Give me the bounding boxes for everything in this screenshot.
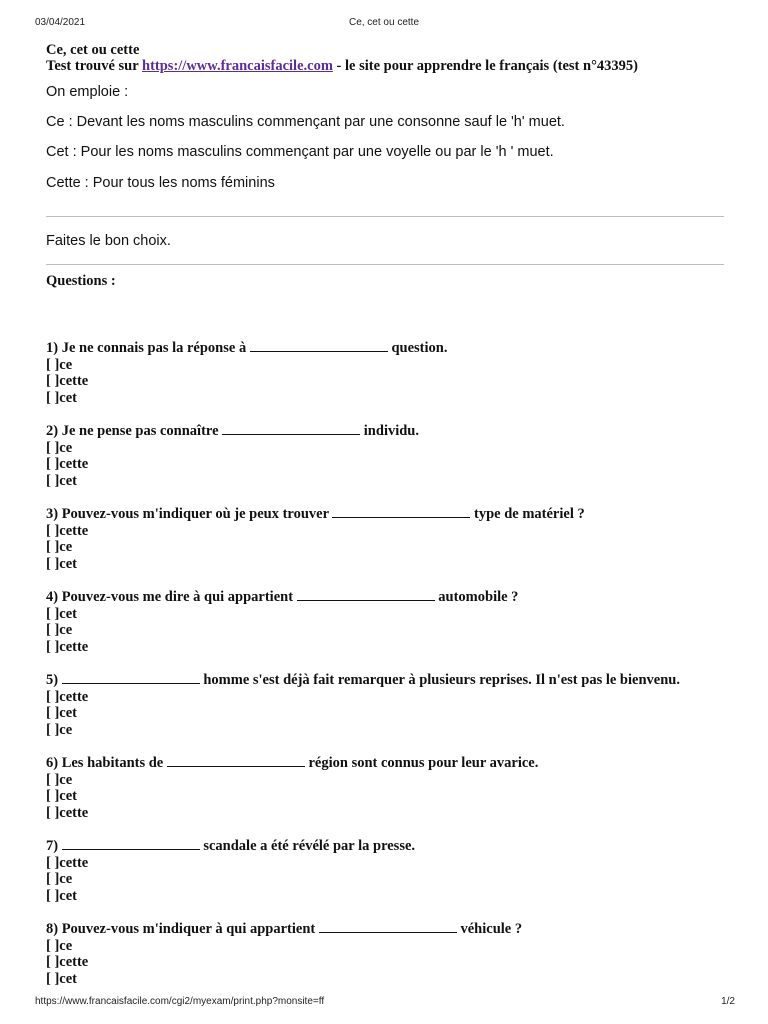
option-checkbox[interactable]: [ ]cette xyxy=(46,804,89,821)
rule-cet: Cet : Pour les noms masculins commençant par une voyelle ou par le 'h ' muet. xyxy=(46,144,554,160)
option-checkbox[interactable]: [ ]ce xyxy=(46,771,73,788)
footer-page-number: 1/2 xyxy=(721,996,735,1007)
option-checkbox[interactable]: [ ]ce xyxy=(46,356,73,373)
question-5-after: homme s'est déjà fait remarquer à plusieurs reprises. Il n'est pas le bienvenu. xyxy=(199,672,680,688)
question-8-after: véhicule ? xyxy=(456,921,523,937)
option-checkbox[interactable]: [ ]cette xyxy=(46,954,89,970)
question-7-after: scandale a été révélé par la presse. xyxy=(199,838,416,854)
question-2-after: individu. xyxy=(360,423,419,439)
question-1 xyxy=(46,339,746,406)
option-checkbox[interactable]: [ ]ce xyxy=(46,439,73,456)
option-checkbox[interactable]: [ ]cette xyxy=(46,688,89,705)
option-checkbox[interactable]: [ ]cette xyxy=(46,373,89,389)
question-2 xyxy=(46,422,746,489)
option-checkbox[interactable]: [ ]cet xyxy=(46,605,77,622)
answer-blank xyxy=(319,920,457,933)
question-6 xyxy=(46,754,746,821)
question-3-after: type de matériel ? xyxy=(470,506,585,522)
option-checkbox[interactable]: [ ]cette xyxy=(46,522,89,539)
question-7-before: 7) xyxy=(46,838,62,854)
rule-cette: Cette : Pour tous les noms féminins xyxy=(46,175,275,191)
question-7 xyxy=(46,837,746,904)
option-checkbox[interactable]: [ ]cet xyxy=(46,555,77,572)
option-checkbox[interactable]: [ ]cet xyxy=(46,788,77,804)
option-checkbox[interactable]: [ ]cette xyxy=(46,456,89,472)
option-checkbox[interactable]: [ ]cet xyxy=(46,389,77,406)
answer-blank xyxy=(250,339,388,352)
option-checkbox[interactable]: [ ]cette xyxy=(46,638,89,655)
questions-list xyxy=(46,339,746,987)
divider-2 xyxy=(46,264,724,265)
intro-title: Ce, cet ou cette xyxy=(46,42,140,58)
answer-blank xyxy=(297,588,435,601)
rule-ce: Ce : Devant les noms masculins commençant par une consonne sauf le 'h' muet. xyxy=(46,114,565,130)
intro-found-prefix: Test trouvé sur xyxy=(46,58,143,74)
header-title: Ce, cet ou cette xyxy=(348,17,420,28)
question-4-before: 4) Pouvez-vous me dire à qui appartient xyxy=(46,589,297,605)
document-content xyxy=(46,42,726,192)
rules-heading: On emploie : xyxy=(46,84,129,100)
option-checkbox[interactable]: [ ]ce xyxy=(46,539,73,555)
question-3-before: 3) Pouvez-vous m'indiquer où je peux trouver xyxy=(46,506,333,522)
question-5-before: 5) xyxy=(46,672,62,688)
option-checkbox[interactable]: [ ]ce xyxy=(46,871,73,887)
header-date: 03/04/2021 xyxy=(35,17,86,28)
intro-found-suffix: - le site pour apprendre le français (test n°43395) xyxy=(332,58,638,74)
instruction: Faites le bon choix. xyxy=(46,233,171,249)
question-2-before: 2) Je ne pense pas connaître xyxy=(46,423,223,439)
question-4-after: automobile ? xyxy=(434,589,519,605)
answer-blank xyxy=(222,422,360,435)
option-checkbox[interactable]: [ ]cet xyxy=(46,887,77,904)
divider-1 xyxy=(46,216,724,217)
question-4 xyxy=(46,588,746,655)
francaisfacile-link[interactable]: https://www.francaisfacile.com xyxy=(142,58,333,74)
question-6-after: région sont connus pour leur avarice. xyxy=(304,755,539,771)
footer-url: https://www.francaisfacile.com/cgi2/myexam/print.php?monsite=ff xyxy=(35,996,325,1007)
question-6-before: 6) Les habitants de xyxy=(46,755,167,771)
option-checkbox[interactable]: [ ]cette xyxy=(46,854,89,871)
question-5 xyxy=(46,671,746,738)
answer-blank xyxy=(62,837,200,850)
option-checkbox[interactable]: [ ]ce xyxy=(46,622,73,638)
answer-blank xyxy=(62,671,200,684)
option-checkbox[interactable]: [ ]ce xyxy=(46,721,73,738)
option-checkbox[interactable]: [ ]cet xyxy=(46,705,77,721)
answer-blank xyxy=(167,754,305,767)
questions-heading: Questions : xyxy=(46,273,116,289)
option-checkbox[interactable]: [ ]cet xyxy=(46,970,77,987)
question-8-before: 8) Pouvez-vous m'indiquer à qui appartient xyxy=(46,921,319,937)
question-8 xyxy=(46,920,746,987)
option-checkbox[interactable]: [ ]cet xyxy=(46,472,77,489)
question-3 xyxy=(46,505,746,572)
question-1-before: 1) Je ne connais pas la réponse à xyxy=(46,340,250,356)
question-1-after: question. xyxy=(387,340,448,356)
intro-source xyxy=(46,58,726,74)
option-checkbox[interactable]: [ ]ce xyxy=(46,937,73,954)
answer-blank xyxy=(332,505,470,518)
